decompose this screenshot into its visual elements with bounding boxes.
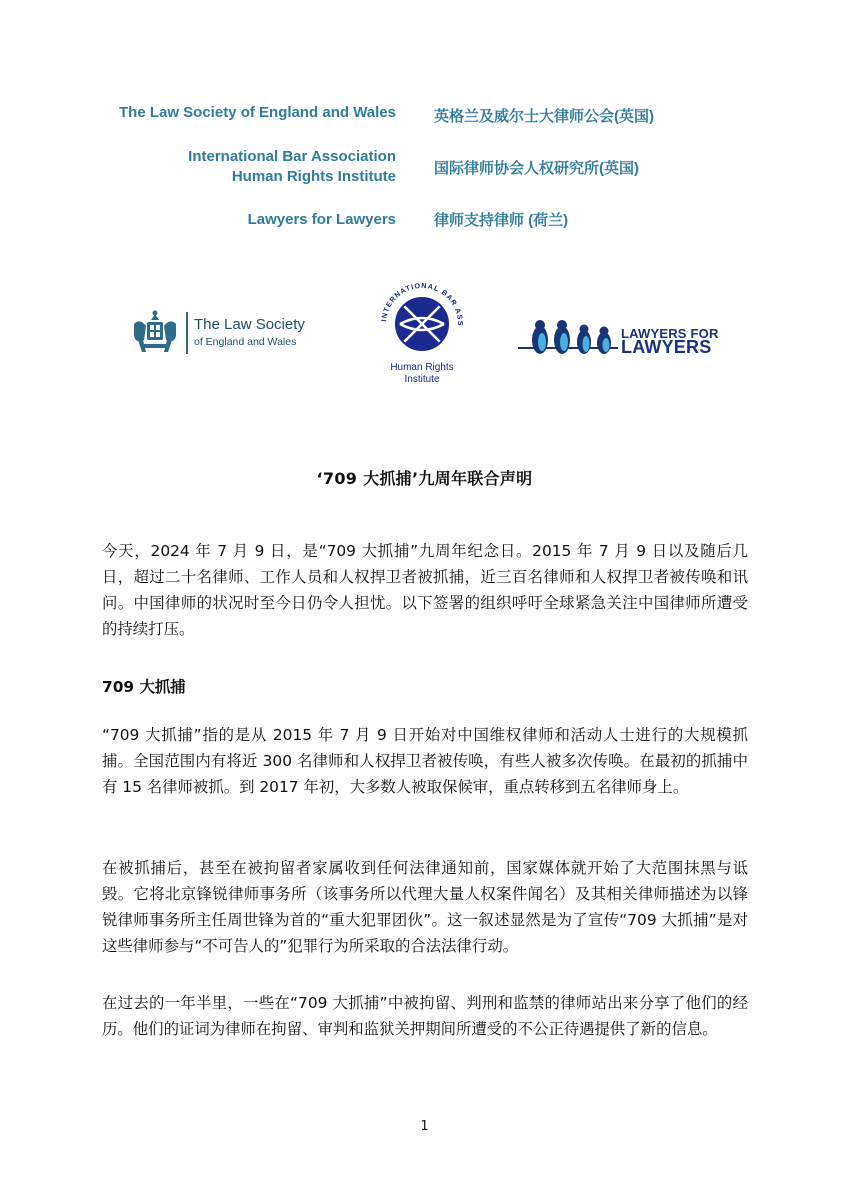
- org-name-en: The Law Society of England and Wales: [119, 104, 396, 121]
- body-paragraph-1: “709 大抓捕”指的是从 2015 年 7 月 9 日开始对中国维权律师和活动人士进行的大规模抓捕。全国范围内有将近 300 名律师和人权捍卫者被传唤，有些人被多次传唤。在最初的抓捕中有 15 名律师被抓。到 2017 年初，大多数人被取保候审，重点转移到五名律师身上。: [102, 726, 748, 796]
- svg-text:INTERNATIONAL BAR ASSOCIATION: INTERNATIONAL BAR ASS: [379, 282, 466, 327]
- org-name-zh: 律师支持律师 (荷兰): [434, 212, 569, 229]
- coat-of-arms-icon: [128, 310, 182, 356]
- lawyers-for-lawyers-logo: [518, 318, 728, 358]
- logo-divider: [186, 312, 188, 354]
- law-society-logo: [128, 310, 328, 360]
- body-paragraph-3: 在过去的一年半里，一些在“709 大抓捕”中被拘留、判刑和监禁的律师站出来分享了他们的经历。他们的证词为律师在拘留、审判和监狱关押期间所遭受的不公正待遇提供了新的信息。: [102, 994, 748, 1038]
- intro-paragraph: 今天，2024 年 7 月 9 日，是“709 大抓捕”九周年纪念日。2015 年 7 月 9 日以及随后几日，超过二十名律师、工作人员和人权捍卫者被抓捕，近三百名律师和人权捍卫者被传唤和讯问。中国律师的状况时至今日仍令人担忧。以下签署的组织呼吁全球紧急关注中国律师所遭受的持续打压。: [102, 542, 748, 638]
- penguins-icon: [518, 318, 618, 358]
- l4l-logo-line1: LAWYERS FOR: [621, 326, 719, 341]
- iba-caption-line1: Human Rights: [390, 362, 454, 373]
- iba-globe-icon: [374, 282, 470, 364]
- org-name-en-line1: International Bar Association: [188, 148, 396, 165]
- law-society-logo-line2: of England and Wales: [194, 336, 297, 348]
- org-name-zh: 国际律师协会人权研究所(英国): [434, 160, 639, 177]
- org-name-en: Lawyers for Lawyers: [247, 211, 396, 228]
- l4l-logo-line2: LAWYERS: [621, 337, 712, 357]
- org-name-en-line2: Human Rights Institute: [231, 168, 396, 185]
- iba-caption-line2: Institute: [404, 374, 440, 385]
- iba-logo: [374, 282, 470, 390]
- org-name-zh: 英格兰及威尔士大律师公会(英国): [434, 108, 654, 125]
- body-paragraph-2: 在被抓捕后，甚至在被拘留者家属收到任何法律通知前，国家媒体就开始了大范围抹黑与诋毁。它将北京锋锐律师事务所（该事务所以代理大量人权案件闻名）及其相关律师描述为以锋锐律师事务所主任周世锋为首的“重大犯罪团伙”。这一叙述显然是为了宣传“709 大抓捕”是对这些律师参与“不可告人的”犯罪行为所采取的合法法律行动。: [102, 859, 748, 955]
- law-society-logo-line1: The Law Society: [194, 316, 305, 333]
- document-title: ‘709 大抓捕’九周年联合声明: [316, 469, 533, 488]
- page-number: 1: [420, 1119, 429, 1134]
- section-heading: 709 大抓捕: [102, 678, 186, 696]
